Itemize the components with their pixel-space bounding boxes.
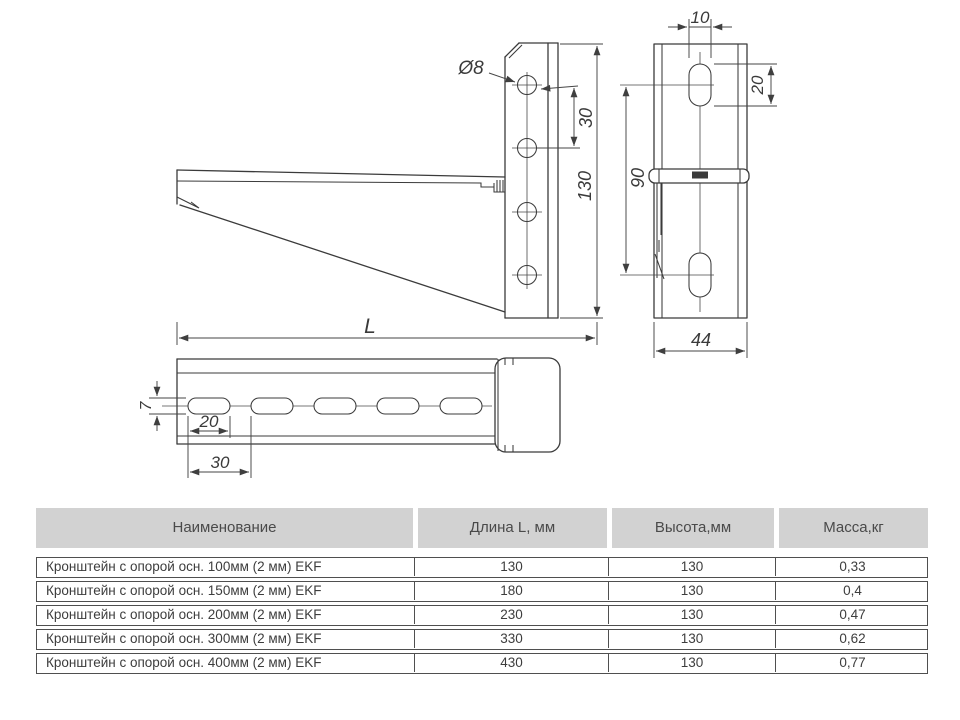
top-view (162, 358, 560, 452)
dim-label-hole-diameter: Ø8 (458, 58, 484, 79)
dim-hole-spacing (537, 86, 596, 148)
column-header-name: Наименование (36, 508, 413, 548)
cell-name: Кронштейн с опорой осн. 150мм (2 мм) EKF (46, 583, 322, 598)
table-header-row (36, 508, 928, 548)
cell-height: 130 (608, 582, 775, 600)
cell-length: 180 (414, 582, 608, 600)
slot (377, 398, 419, 414)
cell-length: 130 (414, 558, 608, 576)
table-row (36, 605, 928, 626)
dim-label-base-width: 44 (690, 330, 712, 350)
dim-slot-width (668, 8, 732, 58)
dim-length (177, 315, 597, 345)
cell-height: 130 (608, 558, 775, 576)
table-row (36, 653, 928, 674)
dim-bracket-height (560, 44, 603, 318)
dim-label-hole-spacing: 30 (576, 107, 596, 129)
table-body (36, 557, 928, 674)
cell-height: 130 (608, 630, 775, 648)
column-header-length: Длина L, мм (413, 508, 607, 548)
cell-name: Кронштейн с опорой осн. 200мм (2 мм) EKF (46, 607, 322, 622)
cell-mass: 0,77 (775, 654, 929, 672)
dim-label-rail-slot-pitch: 30 (210, 453, 230, 472)
cell-mass: 0,4 (775, 582, 929, 600)
cell-mass: 0,33 (775, 558, 929, 576)
product-table (36, 508, 928, 677)
cell-height: 130 (608, 606, 775, 624)
slot (440, 398, 482, 414)
cell-length: 230 (414, 606, 608, 624)
column-header-mass: Масса,кг (774, 508, 928, 548)
slot (251, 398, 293, 414)
table-row (36, 581, 928, 602)
cell-mass: 0,62 (775, 630, 929, 648)
dim-label-slot-length: 20 (748, 75, 767, 95)
dim-label-slot-width: 10 (690, 8, 710, 27)
cell-height: 130 (608, 654, 775, 672)
dim-base-width (654, 322, 747, 358)
dim-label-length: L (364, 315, 376, 338)
side-view (177, 43, 558, 318)
cell-name: Кронштейн с опорой осн. 400мм (2 мм) EKF (46, 655, 322, 670)
weld-mark (692, 172, 708, 179)
cell-name: Кронштейн с опорой осн. 300мм (2 мм) EKF (46, 631, 322, 646)
cell-length: 330 (414, 630, 608, 648)
dim-hole-diameter (457, 58, 515, 82)
table-row (36, 557, 928, 578)
table-row (36, 629, 928, 650)
slot (314, 398, 356, 414)
dim-label-bracket-height: 130 (575, 170, 595, 202)
cell-mass: 0,47 (775, 606, 929, 624)
dim-slot-length (714, 64, 777, 106)
dim-label-slot-spacing: 90 (628, 167, 648, 189)
column-header-height: Высота,мм (607, 508, 774, 548)
cell-length: 430 (414, 654, 608, 672)
cell-name: Кронштейн с опорой осн. 100мм (2 мм) EKF (46, 559, 322, 574)
dim-label-rail-slot-width: 7 (138, 401, 155, 411)
dim-label-rail-slot-length: 20 (199, 412, 219, 431)
